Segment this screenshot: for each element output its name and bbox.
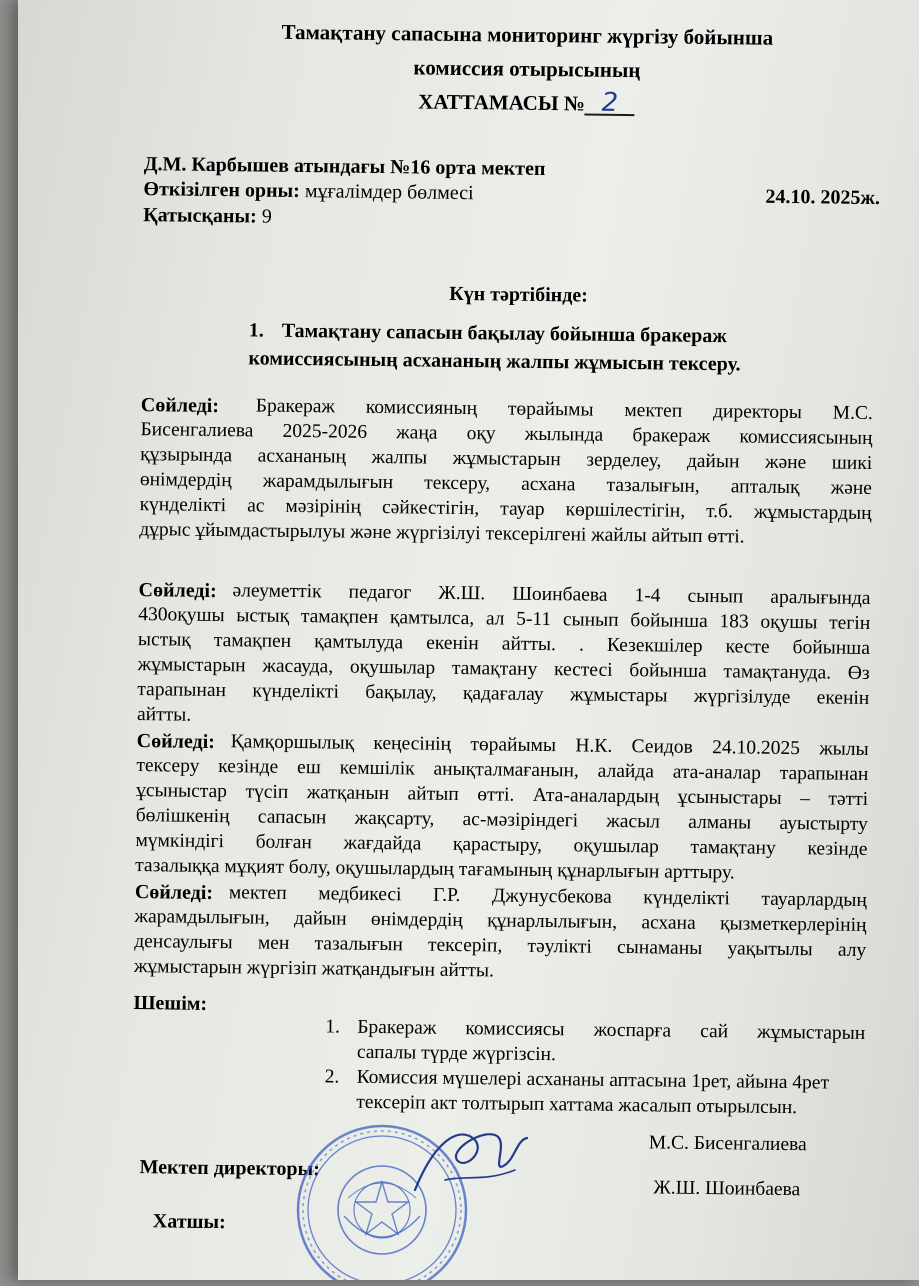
decision-2-number: 2. xyxy=(324,1066,340,1088)
protocol-number: 2 xyxy=(585,91,635,116)
speech-1-line-6: дұрыс ұйымдастырылуы және жүргізілуі тексерілгені жайлы айтып өтті. xyxy=(139,519,745,548)
director-label: Мектеп директоры: xyxy=(139,1156,321,1181)
speech-2-line-6: айтты. xyxy=(136,704,192,726)
attendees-value: 9 xyxy=(256,205,272,228)
place-label: Өткізілген орны: xyxy=(143,178,301,203)
speech-3-label: Сөйледі: xyxy=(136,730,216,754)
speech-2-line-1: әлеуметтік педагог Ж.Ш. Шоинбаева 1-4 сынып аралығында xyxy=(232,580,871,610)
decision-label: Шешім: xyxy=(133,992,208,1015)
meeting-place xyxy=(143,178,473,205)
agenda-item-line-2: комиссиясының асхананың жалпы жұмысын тексеру. xyxy=(248,347,741,376)
decision-1-number: 1. xyxy=(325,1016,341,1038)
meeting-date: 24.10. 2025ж. xyxy=(765,185,881,210)
speech-2-line-4: жұмыстарын жасауда, оқушылар тамақтану кестесі бойынша тамақтануда. Өз xyxy=(137,654,870,685)
speech-4-line-3: денсаулығы мен тазалығын тексеріп, тәулікті сынаманы уақытылы алу xyxy=(134,931,867,961)
director-name: М.С. Бисенгалиева xyxy=(648,1132,807,1156)
speech-3-line-4: бөлішкенің сапасын жақсарту, ас-мәзіріндегі жасыл алманы ауыстырту xyxy=(135,805,868,835)
decision-1-line-2: сапалы түрде жүргізсін. xyxy=(356,1041,557,1066)
speech-1-label: Сөйледі: xyxy=(140,394,220,418)
speech-1-line-5: күнделікті ас мәзірінің сәйкестігін, тауар көршілестігін, т.б. жұмыстардың xyxy=(139,494,872,525)
agenda-item-number: 1. xyxy=(248,319,264,342)
agenda-item-line-1: Тамақтану сапасын бақылау бойынша бракераж xyxy=(281,319,727,348)
place-value: мұғалімдер бөлмесі xyxy=(299,180,474,205)
attendees-label: Қатысқаны: xyxy=(143,204,257,228)
decision-1-line-1: Бракераж комиссиясы жоспарға сай жұмыстарын xyxy=(357,1016,866,1044)
protocol-label: ХАТТАМАСЫ № xyxy=(418,89,586,116)
secretary-label: Хатшы: xyxy=(152,1210,226,1234)
title-line-2: комиссия отырысының xyxy=(413,55,641,83)
speech-3-line-6: тазалыққа мұқият болу, оқушылардың тағамының құнарлығын арттыру. xyxy=(135,855,735,884)
speech-4-label: Сөйледі: xyxy=(134,881,214,905)
title-line-1: Тамақтану сапасына мониторинг жүргізу бойынша xyxy=(281,19,774,50)
speech-3-line-3: ұсыныстар түсіп жатқанын айтып өтті. Ата-аналардың ұсыныстары – тәтті xyxy=(136,780,869,810)
speech-1-line-1: Бракераж комиссияның төрайымы мектеп директоры М.С. xyxy=(255,395,873,425)
decision-2-line-1: Комиссия мүшелері асхананы аптасына 1рет, айына 4рет xyxy=(356,1066,830,1094)
speech-3-line-1: Қамқоршылық кеңесінің төрайымы Н.К. Сеидов 24.10.2025 жылы xyxy=(230,731,869,761)
speech-1-line-2: Бисенгалиева 2025-2026 жаңа оқу жылында бракераж комиссиясының xyxy=(140,419,873,450)
decision-2-line-2: тексеріп акт толтырып хаттама жасалып отырылсын. xyxy=(356,1091,798,1119)
speech-4-line-4: жұмыстарын жүргізіп жатқандығын айтты. xyxy=(133,956,495,982)
secretary-name: Ж.Ш. Шоинбаева xyxy=(653,1177,801,1201)
director-signature xyxy=(405,1120,545,1210)
school-name: Д.М. Карбышев атындағы №16 орта мектеп xyxy=(143,153,546,181)
agenda-heading: Күн тәртібінде: xyxy=(449,282,589,307)
speech-1-line-4: өнімдердің жарамдылығын тексеру, асхана тазалығын, апталық және xyxy=(139,469,873,500)
speech-2-line-5: тарапынан күнделікті бақылау, қадағалау жұмыстары жүргізілуде екенін xyxy=(137,679,870,710)
speech-3-line-2: тексеру кезінде еш кемшілік анықталмағанын, алайда ата-аналар тарапынан xyxy=(136,755,869,785)
speech-3-line-5: мүмкіндігі болған жағдайда қарастыру, оқушылар тамақтану кезінде xyxy=(135,830,868,860)
speech-2-label: Сөйледі: xyxy=(138,579,217,603)
speech-2-line-2: 430оқушы ыстық тамақпен қамтылса, ал 5-11 сынып бойынша 183 оқушы тегін xyxy=(138,604,871,635)
protocol-heading xyxy=(206,87,846,120)
speech-1-line-3: құзырында асхананың жалпы жұмыстарын зерделеу, дайын және шикі xyxy=(140,444,873,475)
speech-4-line-1: мектеп медбикесі Г.Р. Джунусбекова күнделікті тауарлардың xyxy=(228,882,867,911)
speech-4-line-2: жарамдылығын, дайын өнімдердің құнарлылығын, асхана қызметкерлерінің xyxy=(134,906,867,936)
attendees xyxy=(143,204,272,229)
speech-2-line-3: ыстық тамақпен қамтылуда екенін айтты. . Кезекшілер кесте бойынша xyxy=(137,629,871,660)
